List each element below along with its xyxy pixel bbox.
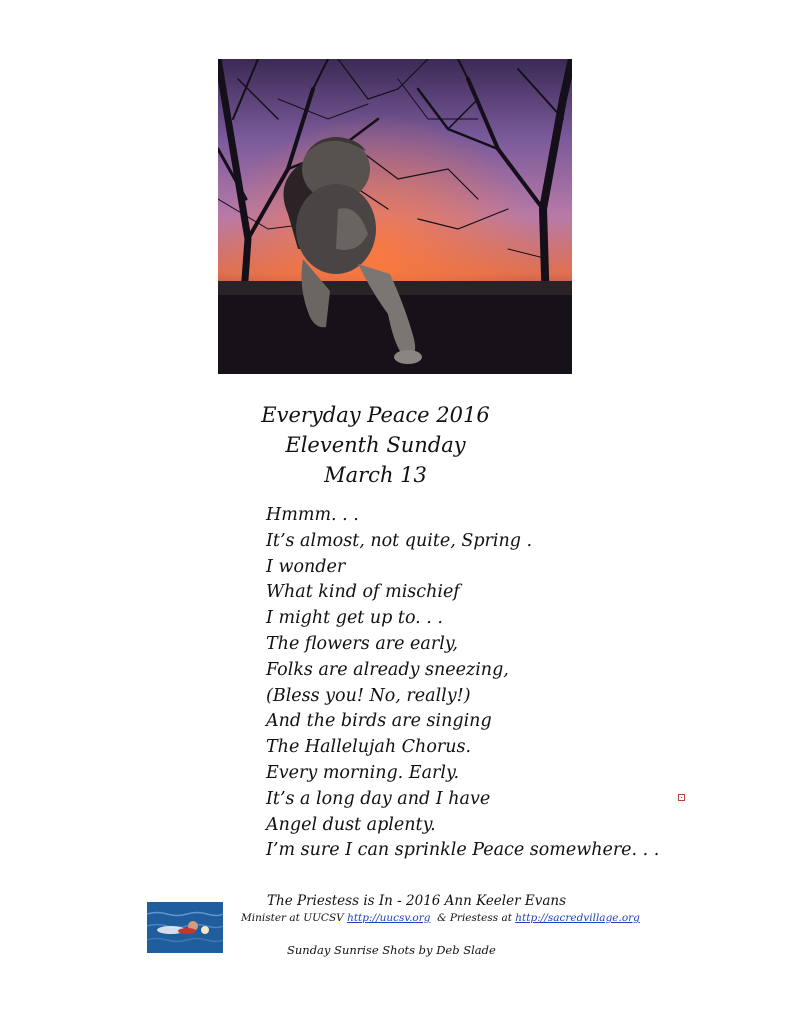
photo-credit bbox=[287, 943, 496, 957]
photo-credit-prefix: Sunday Sunrise Shots by bbox=[287, 943, 437, 957]
page-title bbox=[0, 400, 751, 490]
title-line-1: Everyday Peace 2016 bbox=[261, 403, 490, 427]
title-line-2: Eleventh Sunday bbox=[285, 433, 466, 457]
poem-line: (Bless you! No, really!) bbox=[266, 685, 471, 706]
swimmer-illustration bbox=[147, 902, 223, 953]
swimmer-thumbnail bbox=[147, 902, 223, 953]
minister-text: Minister at UUCSV bbox=[241, 912, 348, 924]
poem-line: I’m sure I can sprinkle Peace somewhere. . . bbox=[266, 840, 660, 861]
embedded-object-marker[interactable] bbox=[678, 794, 685, 801]
priestess-text: & Priestess at bbox=[430, 912, 516, 924]
poem-line: I might get up to. . . bbox=[266, 608, 443, 629]
photographer-name: Deb Slade bbox=[436, 943, 496, 957]
uucsv-link[interactable]: http://uucsv.org bbox=[347, 912, 431, 924]
poem-line: It’s a long day and I have bbox=[266, 788, 491, 809]
footer-title: The Priestess is In - 2016 Ann Keeler Evans bbox=[267, 893, 567, 909]
poem bbox=[266, 503, 659, 864]
footer-credit bbox=[241, 912, 640, 924]
poem-line: What kind of mischief bbox=[266, 582, 460, 603]
poem-line: Hmmm. . . bbox=[266, 505, 359, 525]
poem-line: The Hallelujah Chorus. bbox=[266, 737, 472, 758]
poem-line: Angel dust aplenty. bbox=[266, 814, 436, 835]
cherub-sunrise-photo bbox=[218, 59, 572, 374]
poem-line: And the birds are singing bbox=[266, 711, 492, 732]
cherub-sunrise-illustration bbox=[218, 59, 572, 374]
poem-line: Every morning. Early. bbox=[266, 762, 460, 783]
poem-line: I wonder bbox=[266, 556, 346, 577]
poem-line: The flowers are early, bbox=[266, 633, 458, 654]
sacredvillage-link[interactable]: http://sacredvillage.org bbox=[515, 912, 640, 924]
poem-line: It’s almost, not quite, Spring . bbox=[266, 530, 533, 551]
title-line-3: March 13 bbox=[324, 463, 427, 487]
poem-line: Folks are already sneezing, bbox=[266, 659, 509, 680]
